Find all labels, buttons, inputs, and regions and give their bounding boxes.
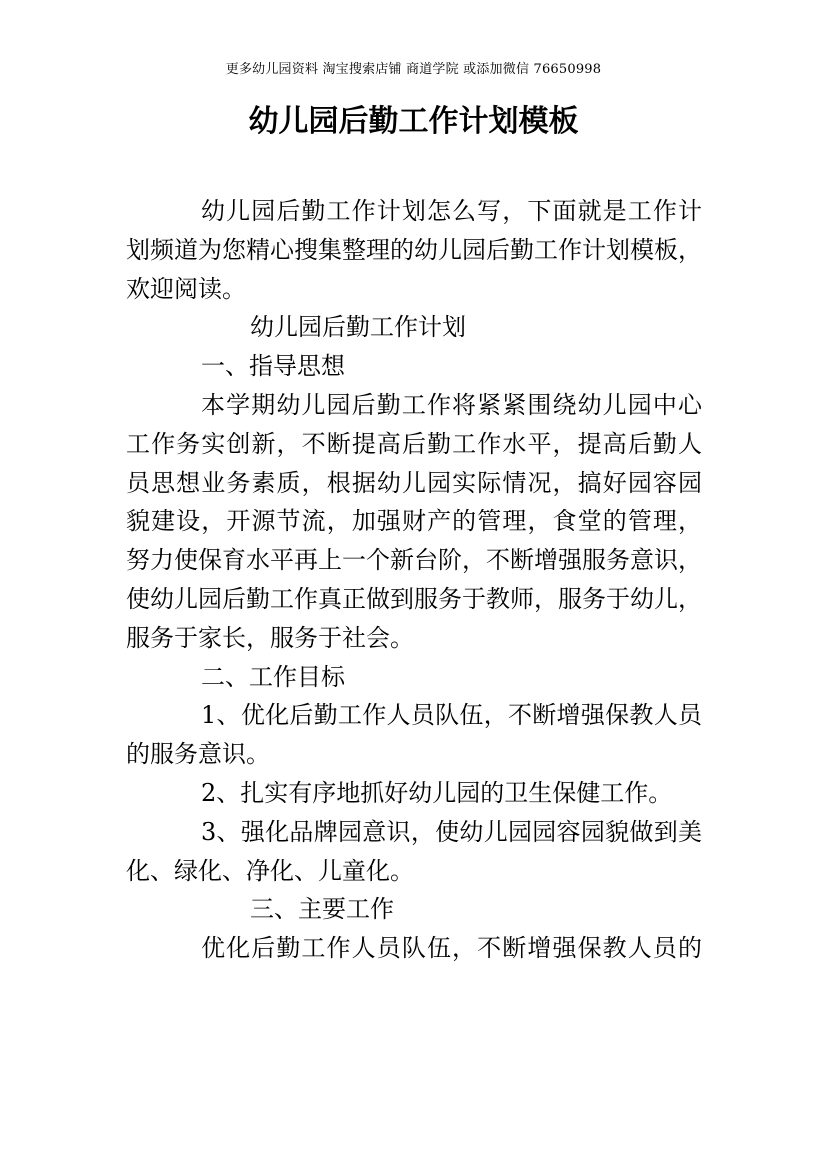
- header-note: 更多幼儿园资料 淘宝搜索店铺 商道学院 或添加微信 76650998: [225, 62, 602, 77]
- paragraph-line: 工作务实创新，不断提高后勤工作水平，提高后勤人: [126, 429, 702, 458]
- paragraph-line: 划频道为您精心搜集整理的幼儿园后勤工作计划模板，: [126, 235, 702, 264]
- section-heading: 幼儿园后勤工作计划: [250, 313, 466, 342]
- section-heading: 一、指导思想: [201, 352, 345, 381]
- paragraph-line: 3、强化品牌园意识，使幼儿园园容园貌做到美: [201, 817, 702, 846]
- paragraph-line: 幼儿园后勤工作计划怎么写，下面就是工作计: [201, 197, 702, 225]
- paragraph-line: 2、扎实有序地抓好幼儿园的卫生保健工作。: [201, 778, 673, 807]
- paragraph-line: 化、绿化、净化、儿童化。: [126, 856, 414, 885]
- section-heading: 二、工作目标: [201, 662, 345, 691]
- document-title: 幼儿园后勤工作计划模板: [248, 104, 579, 139]
- paragraph-line: 服务于家长，服务于社会。: [126, 623, 414, 652]
- paragraph-line: 使幼儿园后勤工作真正做到服务于教师，服务于幼儿，: [126, 584, 702, 613]
- section-heading: 三、主要工作: [250, 895, 394, 924]
- paragraph-line: 1、优化后勤工作人员队伍，不断增强保教人员: [201, 701, 702, 730]
- document-body: [126, 192, 702, 968]
- paragraph-line: 努力使保育水平再上一个新台阶，不断增强服务意识，: [126, 546, 702, 575]
- paragraph-line: 员思想业务素质，根据幼儿园实际情况，搞好园容园: [126, 468, 702, 497]
- paragraph-line: 的服务意识。: [126, 740, 270, 769]
- paragraph-line: 优化后勤工作人员队伍，不断增强保教人员的: [201, 934, 702, 963]
- paragraph-line: 欢迎阅读。: [126, 274, 246, 303]
- paragraph-line: 貌建设，开源节流，加强财产的管理，食堂的管理，: [126, 507, 702, 536]
- paragraph-line: 本学期幼儿园后勤工作将紧紧围绕幼儿园中心: [201, 390, 702, 419]
